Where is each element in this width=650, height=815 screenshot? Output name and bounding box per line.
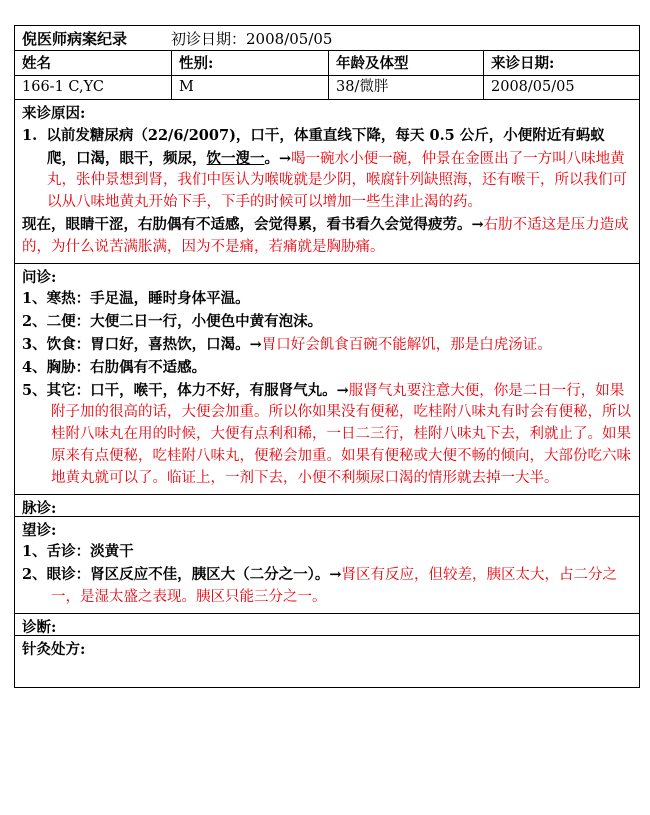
prescription-heading: 针灸处方:: [22, 640, 86, 658]
reason-item-1-underlined: 饮一溲一: [206, 149, 265, 167]
inquiry-item-3: [22, 334, 632, 357]
medical-record: [14, 25, 640, 688]
pulse-heading: 脉诊:: [22, 499, 57, 517]
inquiry-item-3-label: 3、饮食：胃口好，喜热饮，口渴。→: [22, 335, 262, 353]
value-gender: M: [172, 76, 329, 99]
value-visit-date: 2008/05/05: [491, 79, 575, 95]
diagnosis-heading: 诊断:: [22, 618, 57, 636]
observe-eye-text: 2、眼诊：肾区反应不佳，胰区大（二分之一）。→: [22, 566, 342, 584]
reason-heading: 来诊原因:: [22, 105, 86, 122]
section-reason: [15, 100, 639, 264]
inquiry-item-1: [22, 288, 632, 311]
inquiry-item-2-label: 2、二便：大便二日一行，小便色中黄有泡沫。: [22, 313, 323, 331]
section-pulse: [15, 495, 639, 517]
inquiry-item-1-label: 1、寒热：手足温，睡时身体平温。: [22, 290, 250, 308]
header-gender: 性别:: [172, 51, 329, 75]
reason-item-1-number: 1.: [22, 126, 38, 144]
inquiry-item-4: [22, 357, 632, 380]
inquiry-heading: 问诊:: [22, 268, 57, 286]
observe-tongue: [22, 541, 632, 564]
inquiry-item-5: [22, 380, 632, 490]
patient-value-row: [15, 76, 639, 100]
reason-current-note: 右肋不适这是压力造成的，为什么说苦满胀满，因为不是痛，若痛就是胸胁痛。: [22, 216, 629, 255]
observe-eye: [22, 564, 632, 609]
reason-item-1: [22, 125, 632, 214]
inquiry-item-5-label: 5、其它：口干，喉干，体力不好，有服肾气丸。→: [22, 381, 349, 399]
record-title-row: [15, 26, 639, 51]
header-visit-date: 来诊日期:: [491, 54, 555, 72]
reason-current-text: 现在，眼睛干涩，右肋偶有不适感，会觉得累，看书看久会觉得疲劳。→: [22, 215, 484, 233]
reason-item-1-text-b: 。→: [264, 149, 292, 167]
inquiry-item-5-note: 服肾气丸要注意大便，你是二日一行，如果附子加的很高的话，大便会加重。所以你如果没有便秘，吃桂附八味丸有时会有便秘，所以桂附八味丸在用的时候，大便有点利和稀，一日二三行，桂附八味丸下去，利就止了。如果原来有点便秘，吃桂附八味丸，便秘会加重。如果有便秘或大便不畅的倾向，大部份吃六味地黄丸就可以了。临证上，一剂下去，小便不利频尿口渴的情形就去掉一大半。: [51, 382, 631, 486]
header-age-build: 年龄及体型: [329, 51, 484, 75]
observe-eye-note: 肾区有反应，但较差，胰区太大，占二分之一，是湿太盛之表现。胰区只能三分之一。: [51, 567, 617, 605]
value-name: 166-1 C,YC: [15, 76, 172, 99]
reason-current: [22, 214, 632, 259]
record-title: 倪医师病案纪录: [22, 29, 128, 48]
reason-item-1-note: 喝一碗水小便一碗，仲景在金匮出了一方叫八味地黄丸，张仲景想到肾，我们中医认为喉咙就是少阴，喉腐针列缺照海，还有喉干，所以我们可以从八味地黄丸开始下手，下手的时候可以增加一些生津止渴的药。: [47, 150, 627, 211]
observe-heading: 望诊:: [22, 521, 57, 539]
section-observe: [15, 517, 639, 614]
section-prescription: [15, 636, 639, 687]
inquiry-item-3-note: 胃口好会飢食百碗不能解饥，那是白虎汤证。: [261, 336, 552, 353]
section-inquiry: [15, 264, 639, 495]
observe-tongue-text: 1、舌诊：淡黄干: [22, 543, 134, 561]
inquiry-item-4-label: 4、胸胁：右肋偶有不适感。: [22, 358, 207, 376]
reason-item-1-text-a: 以前发糖尿病（22/6/2007)，口干，体重直线下降，每天 0.5 公斤，小便附近有蚂蚁爬，口渴，眼干，频尿，: [46, 126, 605, 167]
first-visit-date: 初诊日期：2008/05/05: [171, 29, 333, 48]
inquiry-item-2: [22, 311, 632, 334]
value-age-build: 38/微胖: [329, 76, 484, 99]
patient-header-row: [15, 51, 639, 76]
section-diagnosis: [15, 614, 639, 636]
header-name: 姓名: [15, 51, 172, 75]
